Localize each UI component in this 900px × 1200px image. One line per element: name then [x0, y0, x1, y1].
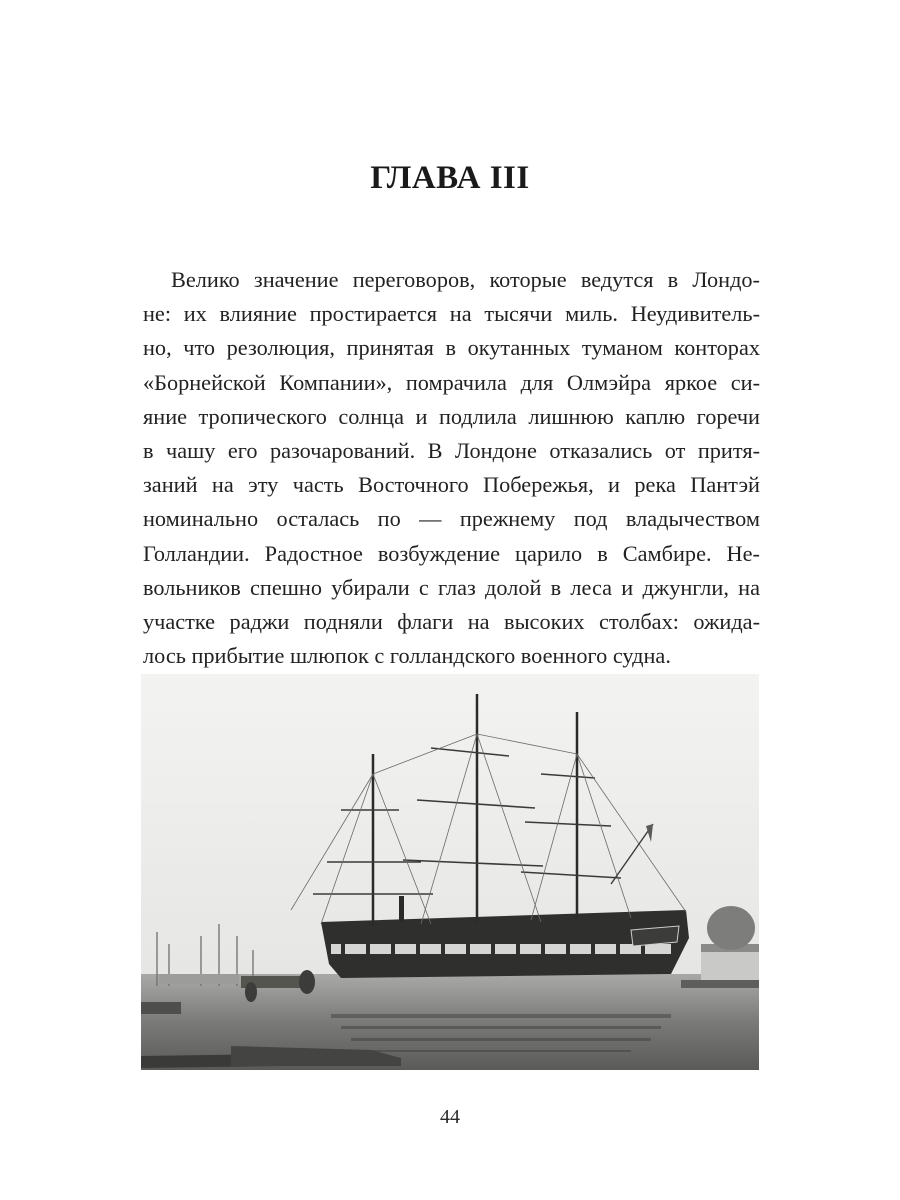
text-line: «Борнейской Компании», помрачила для Олмэйра яркое си-	[143, 369, 760, 395]
sailing-ship-illustration	[141, 674, 759, 1070]
text-line: лось прибытие шлюпок с голландского военного судна.	[143, 643, 671, 669]
text-line: яние тропического солнца и подлила лишнюю каплю горечи	[143, 403, 760, 429]
text-line: номинально осталась по — прежнему под владычеством	[143, 506, 760, 532]
text-line: но, что резолюция, принятая в окутанных туманом конторах	[143, 335, 760, 361]
text-line: Велико значение переговоров, которые ведутся в Лондо-	[171, 267, 760, 292]
text-line: участке раджи подняли флаги на высоких столбах: ожида-	[143, 608, 760, 634]
text-line: заний на эту часть Восточного Побережья, и река Пантэй	[143, 472, 760, 498]
text-line: Голландии. Радостное возбуждение царило в Самбире. Не-	[143, 540, 760, 566]
chapter-title: ГЛАВА III	[370, 160, 530, 196]
text-line: не: их влияние простирается на тысячи миль. Неудивитель-	[143, 301, 760, 327]
page-number: 44	[440, 1106, 460, 1128]
ship-photograph	[141, 674, 759, 1070]
text-line: вольников спешно убирали с глаз долой в леса и джунгли, на	[143, 574, 760, 600]
chapter-paragraph	[143, 263, 760, 673]
text-line: в чашу его разочарований. В Лондоне отказались от притя-	[143, 437, 760, 463]
